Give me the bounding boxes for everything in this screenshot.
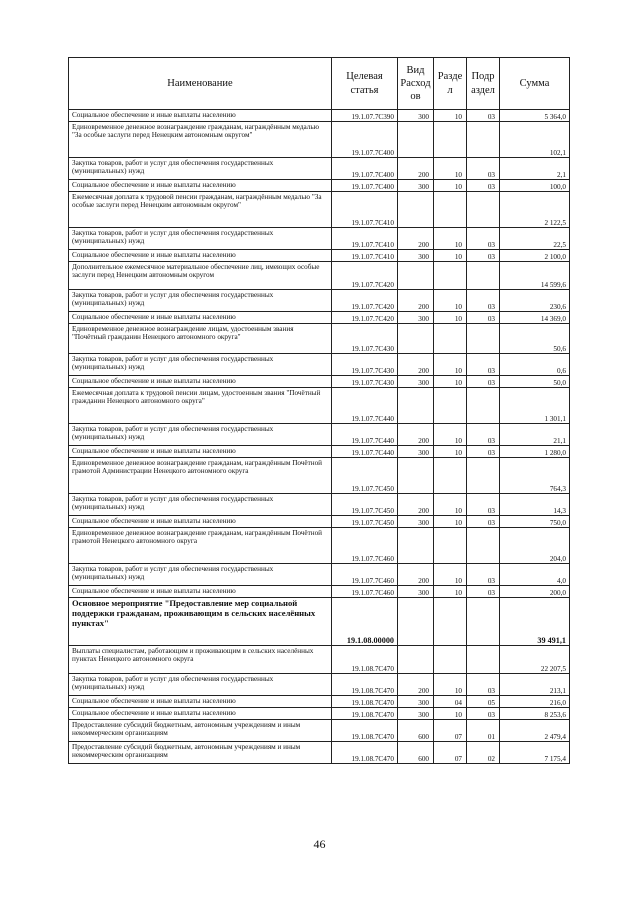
- cell-podr: 03: [467, 564, 500, 586]
- cell-podr: 02: [467, 742, 500, 764]
- cell-name: Социальное обеспечение и иные выплаты населению: [69, 180, 332, 192]
- cell-code: 19.1.07.7С440: [332, 388, 398, 424]
- cell-podr: 03: [467, 494, 500, 516]
- cell-name: Единовременное денежное вознаграждение гражданам, награждённым Почётной грамотой Администрации Ненецкого автономного округа: [69, 458, 332, 494]
- cell-vid: [398, 262, 434, 290]
- table-row: [69, 720, 570, 742]
- cell-name: Социальное обеспечение и иные выплаты населению: [69, 110, 332, 122]
- cell-vid: 200: [398, 564, 434, 586]
- cell-name: Закупка товаров, работ и услуг для обеспечения государственных (муниципальных) нужд: [69, 564, 332, 586]
- cell-vid: 300: [398, 376, 434, 388]
- cell-name: Закупка товаров, работ и услуг для обеспечения государственных (муниципальных) нужд: [69, 494, 332, 516]
- cell-vid: 300: [398, 696, 434, 708]
- cell-razd: [434, 388, 467, 424]
- cell-name: Закупка товаров, работ и услуг для обеспечения государственных (муниципальных) нужд: [69, 290, 332, 312]
- header-podr: Подр аздел: [467, 58, 500, 110]
- cell-podr: 03: [467, 674, 500, 696]
- cell-code: 19.1.07.7С460: [332, 564, 398, 586]
- cell-vid: 300: [398, 180, 434, 192]
- cell-name: Предоставление субсидий бюджетным, автономным учреждениям и иным некоммерческим организациям: [69, 742, 332, 764]
- cell-vid: [398, 646, 434, 674]
- cell-code: 19.1.07.7С390: [332, 110, 398, 122]
- cell-razd: 10: [434, 376, 467, 388]
- cell-vid: [398, 122, 434, 158]
- cell-sum: 50,0: [500, 376, 570, 388]
- cell-vid: [398, 598, 434, 646]
- cell-vid: [398, 458, 434, 494]
- cell-name: Предоставление субсидий бюджетным, автономным учреждениям и иным некоммерческим организациям: [69, 720, 332, 742]
- cell-vid: 300: [398, 586, 434, 598]
- cell-vid: 600: [398, 720, 434, 742]
- cell-razd: 10: [434, 494, 467, 516]
- cell-sum: 2 479,4: [500, 720, 570, 742]
- cell-podr: 03: [467, 354, 500, 376]
- cell-vid: 200: [398, 228, 434, 250]
- cell-sum: 21,1: [500, 424, 570, 446]
- cell-podr: 03: [467, 586, 500, 598]
- cell-sum: 14 599,6: [500, 262, 570, 290]
- cell-sum: 0,6: [500, 354, 570, 376]
- cell-vid: 300: [398, 250, 434, 262]
- cell-sum: 50,6: [500, 324, 570, 354]
- cell-podr: [467, 324, 500, 354]
- cell-razd: 10: [434, 586, 467, 598]
- cell-sum: 764,3: [500, 458, 570, 494]
- cell-sum: 2,1: [500, 158, 570, 180]
- cell-vid: 600: [398, 742, 434, 764]
- cell-sum: 14,3: [500, 494, 570, 516]
- cell-razd: 10: [434, 564, 467, 586]
- table-row: [69, 122, 570, 158]
- cell-podr: 03: [467, 110, 500, 122]
- cell-sum: 14 369,0: [500, 312, 570, 324]
- table-row: [69, 696, 570, 708]
- header-vid: Вид Расход ов: [398, 58, 434, 110]
- cell-code: 19.1.07.7С460: [332, 528, 398, 564]
- cell-code: 19.1.07.7С400: [332, 122, 398, 158]
- cell-name: Закупка товаров, работ и услуг для обеспечения государственных (муниципальных) нужд: [69, 354, 332, 376]
- page-number: 46: [313, 837, 326, 851]
- cell-code: 19.1.07.7С430: [332, 324, 398, 354]
- table-row: [69, 354, 570, 376]
- cell-podr: 03: [467, 446, 500, 458]
- cell-sum: 200,0: [500, 586, 570, 598]
- cell-sum: 2 122,5: [500, 192, 570, 228]
- cell-razd: 10: [434, 250, 467, 262]
- cell-name: Социальное обеспечение и иные выплаты населению: [69, 696, 332, 708]
- cell-name: Основное мероприятие "Предоставление мер социальной поддержки гражданам, проживающим в сельских населённых пунктах": [69, 598, 332, 646]
- cell-sum: 8 253,6: [500, 708, 570, 720]
- table-row: [69, 262, 570, 290]
- budget-table-page: [68, 57, 569, 764]
- cell-code: 19.1.07.7С410: [332, 250, 398, 262]
- cell-name: Социальное обеспечение и иные выплаты населению: [69, 708, 332, 720]
- cell-sum: 216,0: [500, 696, 570, 708]
- cell-razd: 07: [434, 720, 467, 742]
- cell-razd: [434, 458, 467, 494]
- cell-vid: 300: [398, 446, 434, 458]
- cell-razd: [434, 528, 467, 564]
- cell-razd: 10: [434, 110, 467, 122]
- cell-podr: [467, 458, 500, 494]
- cell-code: 19.1.07.7С410: [332, 192, 398, 228]
- table-row: [69, 586, 570, 598]
- cell-code: 19.1.07.7С450: [332, 516, 398, 528]
- table-row: [69, 528, 570, 564]
- cell-sum: 5 364,0: [500, 110, 570, 122]
- table-row: [69, 192, 570, 228]
- cell-podr: 03: [467, 158, 500, 180]
- cell-sum: 102,1: [500, 122, 570, 158]
- cell-sum: 100,0: [500, 180, 570, 192]
- cell-code: 19.1.08.7С470: [332, 720, 398, 742]
- table-row: [69, 158, 570, 180]
- cell-razd: 10: [434, 708, 467, 720]
- cell-podr: 03: [467, 708, 500, 720]
- cell-razd: [434, 192, 467, 228]
- cell-podr: 03: [467, 228, 500, 250]
- cell-code: 19.1.07.7С440: [332, 446, 398, 458]
- cell-name: Ежемесячная доплата к трудовой пенсии гражданам, награждённым медалью "За особые заслуги перед Ненецким автономным округом": [69, 192, 332, 228]
- header-code: Целевая статья: [332, 58, 398, 110]
- cell-vid: [398, 388, 434, 424]
- cell-vid: 200: [398, 354, 434, 376]
- cell-vid: 300: [398, 708, 434, 720]
- cell-podr: 03: [467, 516, 500, 528]
- cell-code: 19.1.07.7С400: [332, 158, 398, 180]
- cell-podr: 01: [467, 720, 500, 742]
- cell-podr: 05: [467, 696, 500, 708]
- table-row: [69, 424, 570, 446]
- cell-sum: 204,0: [500, 528, 570, 564]
- table-row: [69, 742, 570, 764]
- cell-vid: [398, 192, 434, 228]
- cell-code: 19.1.07.7С430: [332, 354, 398, 376]
- cell-vid: 200: [398, 494, 434, 516]
- cell-code: 19.1.08.7С470: [332, 696, 398, 708]
- table-header-row: [69, 58, 570, 110]
- cell-podr: 03: [467, 312, 500, 324]
- cell-vid: 200: [398, 424, 434, 446]
- cell-code: 19.1.07.7С450: [332, 494, 398, 516]
- cell-name: Социальное обеспечение и иные выплаты населению: [69, 250, 332, 262]
- table-row: [69, 494, 570, 516]
- cell-name: Дополнительное ежемесячное материальное обеспечение лиц, имеющих особые заслуги перед Ненецким автономным округом: [69, 262, 332, 290]
- cell-podr: [467, 528, 500, 564]
- table-body: [69, 110, 570, 764]
- cell-code: 19.1.07.7С420: [332, 262, 398, 290]
- table-row: [69, 180, 570, 192]
- cell-code: 19.1.08.7С470: [332, 742, 398, 764]
- cell-sum: 1 301,1: [500, 388, 570, 424]
- table-row: [69, 646, 570, 674]
- cell-sum: 22 207,5: [500, 646, 570, 674]
- cell-razd: 10: [434, 312, 467, 324]
- cell-razd: 04: [434, 696, 467, 708]
- cell-code: 19.1.08.7С470: [332, 646, 398, 674]
- cell-code: 19.1.08.7С470: [332, 708, 398, 720]
- cell-razd: [434, 598, 467, 646]
- cell-razd: 10: [434, 158, 467, 180]
- budget-table: [68, 57, 570, 764]
- cell-vid: [398, 324, 434, 354]
- cell-name: Социальное обеспечение и иные выплаты населению: [69, 446, 332, 458]
- header-name: Наименование: [69, 58, 332, 110]
- cell-vid: 200: [398, 290, 434, 312]
- cell-podr: 03: [467, 424, 500, 446]
- cell-razd: 07: [434, 742, 467, 764]
- cell-code: 19.1.07.7С450: [332, 458, 398, 494]
- cell-sum: 1 280,0: [500, 446, 570, 458]
- cell-podr: [467, 598, 500, 646]
- cell-code: 19.1.07.7С420: [332, 312, 398, 324]
- cell-vid: 200: [398, 158, 434, 180]
- cell-podr: 03: [467, 290, 500, 312]
- cell-name: Закупка товаров, работ и услуг для обеспечения государственных (муниципальных) нужд: [69, 158, 332, 180]
- table-row: [69, 516, 570, 528]
- table-row: [69, 388, 570, 424]
- cell-name: Социальное обеспечение и иные выплаты населению: [69, 312, 332, 324]
- cell-razd: 10: [434, 290, 467, 312]
- cell-vid: 300: [398, 110, 434, 122]
- cell-razd: 10: [434, 446, 467, 458]
- table-row: [69, 228, 570, 250]
- cell-vid: [398, 528, 434, 564]
- cell-code: 19.1.07.7С400: [332, 180, 398, 192]
- cell-podr: [467, 192, 500, 228]
- cell-name: Единовременное денежное вознаграждение гражданам, награждённым медалью "За особые заслуги перед Ненецким автономным округом": [69, 122, 332, 158]
- cell-podr: [467, 262, 500, 290]
- cell-code: 19.1.07.7С410: [332, 228, 398, 250]
- cell-code: 19.1.08.00000: [332, 598, 398, 646]
- cell-sum: 750,0: [500, 516, 570, 528]
- cell-name: Закупка товаров, работ и услуг для обеспечения государственных (муниципальных) нужд: [69, 228, 332, 250]
- header-sum: Сумма: [500, 58, 570, 110]
- cell-razd: 10: [434, 424, 467, 446]
- cell-razd: 10: [434, 516, 467, 528]
- cell-vid: 300: [398, 516, 434, 528]
- cell-razd: 10: [434, 674, 467, 696]
- table-row: [69, 564, 570, 586]
- cell-vid: 200: [398, 674, 434, 696]
- cell-name: Закупка товаров, работ и услуг для обеспечения государственных (муниципальных) нужд: [69, 424, 332, 446]
- cell-sum: 7 175,4: [500, 742, 570, 764]
- cell-razd: [434, 122, 467, 158]
- cell-sum: 213,1: [500, 674, 570, 696]
- table-row: [69, 250, 570, 262]
- cell-razd: 10: [434, 354, 467, 376]
- table-row: [69, 598, 570, 646]
- cell-name: Ежемесячная доплата к трудовой пенсии лицам, удостоенным звания "Почётный гражданин Ненецкого автономного округа": [69, 388, 332, 424]
- cell-sum: 2 100,0: [500, 250, 570, 262]
- table-row: [69, 446, 570, 458]
- table-row: [69, 674, 570, 696]
- table-row: [69, 376, 570, 388]
- cell-name: Социальное обеспечение и иные выплаты населению: [69, 516, 332, 528]
- table-row: [69, 708, 570, 720]
- cell-podr: 03: [467, 180, 500, 192]
- cell-name: Единовременное денежное вознаграждение гражданам, награждённым Почётной грамотой Ненецкого автономного округа: [69, 528, 332, 564]
- cell-razd: [434, 646, 467, 674]
- cell-podr: [467, 122, 500, 158]
- cell-vid: 300: [398, 312, 434, 324]
- cell-code: 19.1.07.7С420: [332, 290, 398, 312]
- cell-sum: 22,5: [500, 228, 570, 250]
- cell-podr: 03: [467, 250, 500, 262]
- cell-razd: [434, 324, 467, 354]
- cell-name: Единовременное денежное вознаграждение лицам, удостоенным звания "Почётный гражданин Ненецкого автономного округа": [69, 324, 332, 354]
- cell-code: 19.1.07.7С460: [332, 586, 398, 598]
- table-row: [69, 458, 570, 494]
- table-row: [69, 110, 570, 122]
- cell-code: 19.1.07.7С440: [332, 424, 398, 446]
- cell-podr: [467, 646, 500, 674]
- cell-sum: 4,0: [500, 564, 570, 586]
- cell-sum: 39 491,1: [500, 598, 570, 646]
- table-row: [69, 290, 570, 312]
- cell-razd: 10: [434, 180, 467, 192]
- header-razd: Разде л: [434, 58, 467, 110]
- table-row: [69, 312, 570, 324]
- table-row: [69, 324, 570, 354]
- cell-name: Закупка товаров, работ и услуг для обеспечения государственных (муниципальных) нужд: [69, 674, 332, 696]
- cell-name: Социальное обеспечение и иные выплаты населению: [69, 586, 332, 598]
- cell-name: Социальное обеспечение и иные выплаты населению: [69, 376, 332, 388]
- cell-podr: [467, 388, 500, 424]
- cell-razd: 10: [434, 228, 467, 250]
- cell-name: Выплаты специалистам, работающим и проживающим в сельских населённых пунктах Ненецкого автономного округа: [69, 646, 332, 674]
- cell-sum: 230,6: [500, 290, 570, 312]
- cell-razd: [434, 262, 467, 290]
- cell-podr: 03: [467, 376, 500, 388]
- cell-code: 19.1.07.7С430: [332, 376, 398, 388]
- cell-code: 19.1.08.7С470: [332, 674, 398, 696]
